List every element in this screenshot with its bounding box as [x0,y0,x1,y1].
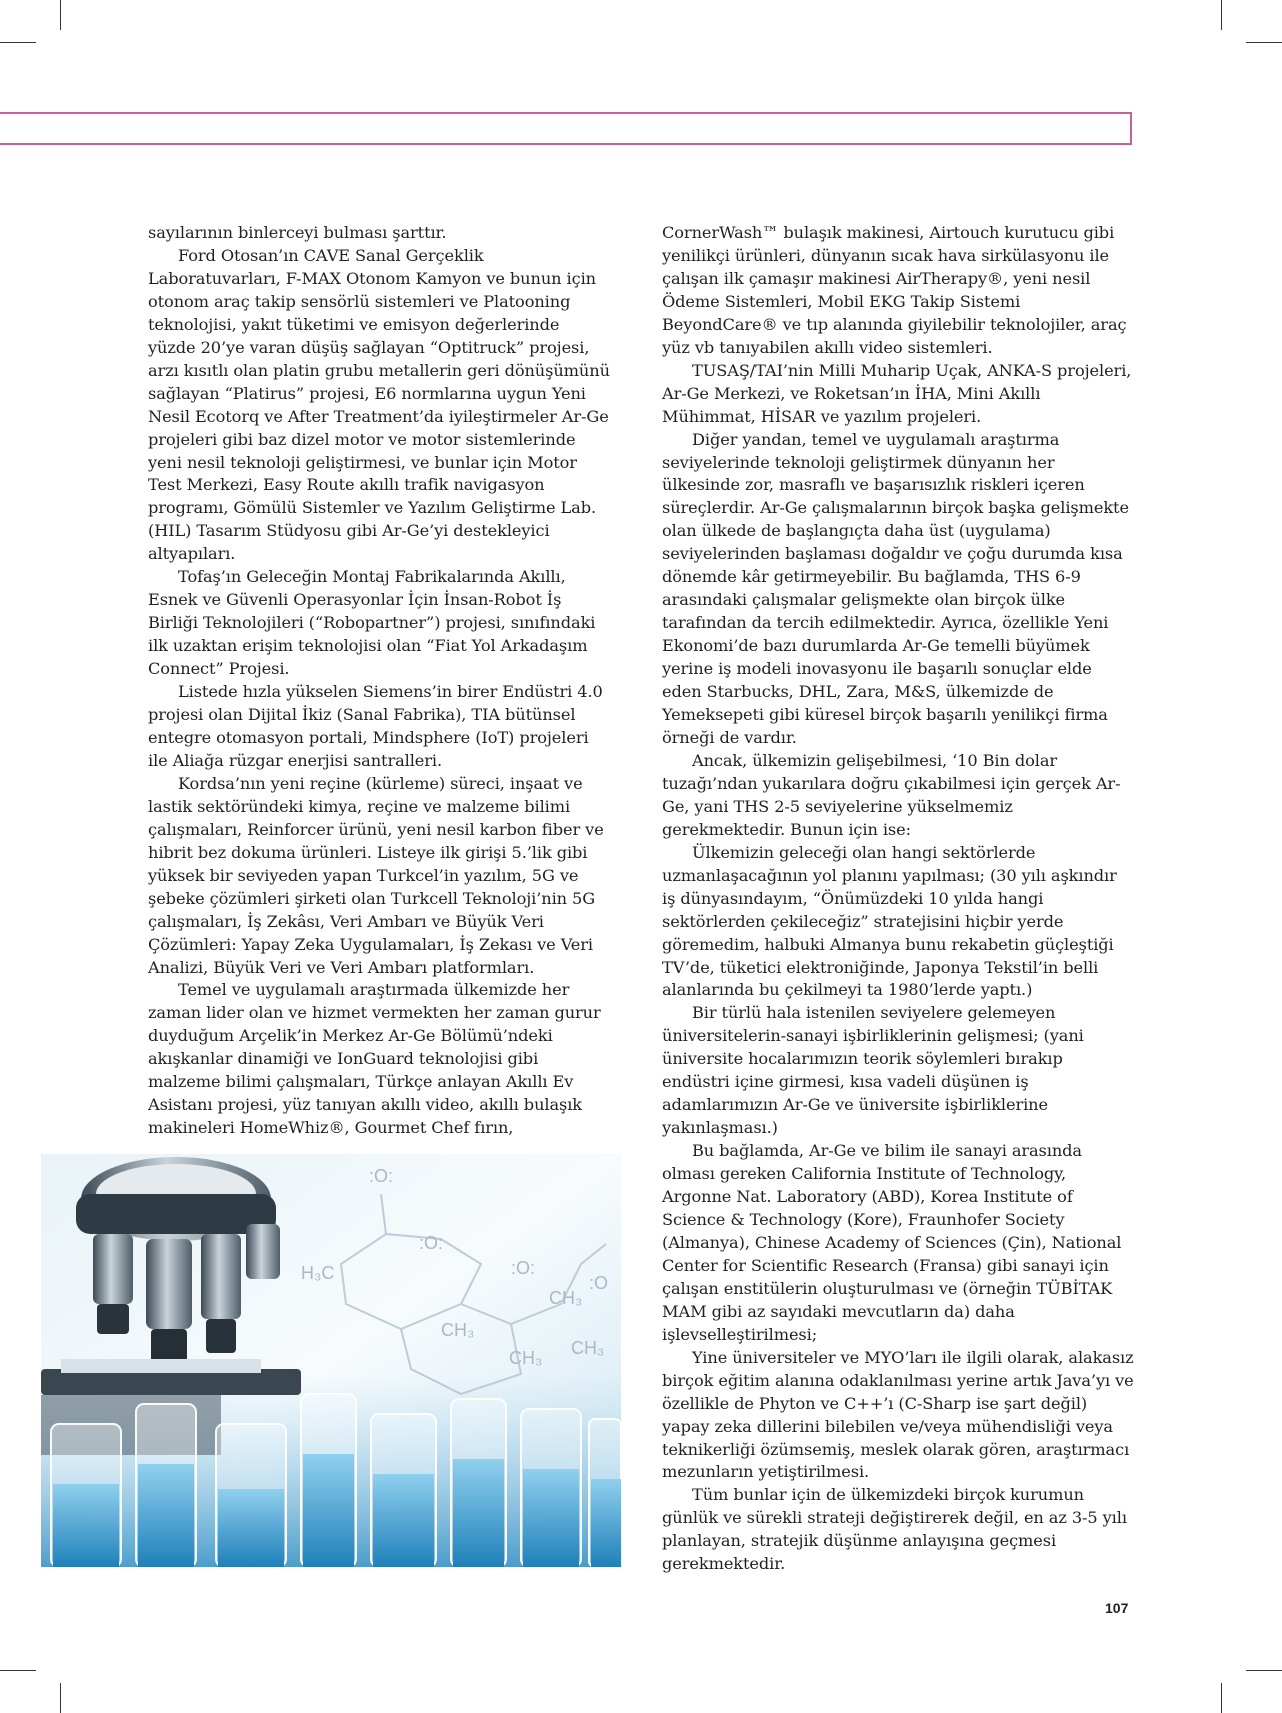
paragraph: sayılarının binlerceyi bulması şarttır. [148,223,447,242]
chem-label: CH₃ [549,1288,583,1308]
test-tubes [51,1394,621,1567]
crop-mark [1221,0,1222,30]
paragraph: Bu bağlamda, Ar-Ge ve bilim ile sanayi arasında olması gereken California Institute of Technology, Argonne Nat. Laboratory (ABD), Korea Institute of Science & Technology (Kore), Fraunhofer Society (Almanya), Chinese Academy of Sciences (Çin), National Center for Scientific Research (Fransa) gibi sanayi için çalışan enstitülerin oluşturulması ve (örneğin TÜBİTAK MAM gibi az sayıdaki mevcutların da) daha işlevselleştirilmesi; [662,1141,1122,1344]
paragraph: Yine üniversiteler ve MYO’ları ile ilgili olarak, alakasız birçok eğitim alanına odaklanılması yerine artık Java’yı ve özellikle de Phyton ve C++’ı (C-Sharp ise şart değil) yapay zeka dillerini bilebilen ve/veya mühendisliği veya teknikerliği özümsemiş, meslek olarak gören, araştırmacı mezunların yetiştirilmesi. [662,1347,1134,1482]
chem-label: :O [589,1273,609,1293]
paragraph: Tofaş’ın Geleceğin Montaj Fabrikalarında Akıllı, Esnek ve Güvenli Operasyonlar İçin İnsan-Robot İş Birliği Teknolojileri (“Robopartner”) projesi, sınıfındaki ilk uzaktan erişim teknolojisi olan “Fiat Yol Arkadaşım Connect” Projesi. [148,567,596,679]
chem-label: CH₃ [441,1320,475,1340]
paragraph: TUSAŞ/TAI’nin Milli Muharip Uçak, ANKA-S projeleri, Ar-Ge Merkezi, ve Roketsan’ın İHA, Mini Akıllı Mühimmat, HİSAR ve yazılım projeleri. [662,360,1132,426]
crop-mark [1221,1683,1222,1713]
paragraph: Ancak, ülkemizin gelişebilmesi, ‘10 Bin dolar tuzağı’ndan yukarılara doğru çıkabilmesi için gerçek Ar-Ge, yani THS 2-5 seviyelerine yükselmemiz gerekmektedir. Bunun için ise: [662,750,1121,839]
crop-mark [60,0,61,30]
crop-mark [1246,1670,1282,1671]
microscope-test-tubes-illustration [41,1154,621,1567]
chem-label: CH₃ [571,1338,605,1358]
paragraph: Ülkemizin geleceği olan hangi sektörlerde uzmanlaşacağının yol planını yapılması; (30 yılı aşkındır iş dünyasındayım, “Önümüzdeki 10 yılda hangi sektörlerden çekileceğiz” stratejisini hiçbir yerde göremedim, halbuki Almanya bunu rekabetin güçleştiği TV’de, tüketici elektroniğinde, Japonya Tekstil’in belli alanlarında bu çekilmeyi ta 1980’lerde yaptı.) [662,842,1117,1000]
chem-label: CH₃ [509,1348,543,1368]
text-column-right [662,222,1135,1576]
crop-mark [0,42,36,43]
paragraph: Diğer yandan, temel ve uygulamalı araştırma seviyelerinde teknoloji geliştirmek dünyanın her ülkesinde zor, masraflı ve başarısızlık riskleri içeren süreçlerdir. Ar-Ge çalışmalarının birçok başka gelişmekte olan ülkede de başlangıçta daha üst (uygulama) seviyelerinden başlaması doğaldır ve çoğu durumda kısa dönemde kâr getirmeyebilir. Bu bağlamda, THS 6-9 arasındaki çalışmalar gelişmekte olan birçok ülke tarafından da tercih edilmektedir. Ayrıca, özellikle Yeni Ekonomi’de bazı durumlarda Ar-Ge temelli büyümek yerine iş modeli inovasyonu ile başarılı sonuçlar elde eden Starbucks, DHL, Zara, M&S, ülkemizde de Yemeksepeti gibi küresel birçok başarılı yenilikçi firma örneği de vardır. [662,429,1129,747]
paragraph: Listede hızla yükselen Siemens’in birer Endüstri 4.0 projesi olan Dijital İkiz (Sanal Fabrika), TIA bütünsel entegre otomasyon portali, Mindsphere (IoT) projeleri ile Aliağa rüzgar enerjisi santralleri. [148,682,603,770]
paragraph: Ford Otosan’ın CAVE Sanal Gerçeklik Laboratuvarları, F-MAX Otonom Kamyon ve bunun için otonom araç takip sensörlü sistemleri ve Platooning teknolojisi, yakıt tüketimi ve emisyon değerlerinde yüzde 20’ye varan düşüş sağlayan “Optitruck” projesi, arzı kısıtlı olan platin grubu metallerin geri dönüşümünü sağlayan “Platirus” projesi, E6 normlarına uygun Yeni Nesil Ecotorq ve After Treatment’da iyileştirmeler Ar-Ge projeleri gibi baz dizel motor ve motor sistemlerinde yeni nesil teknoloji geliştirmesi, ve bunlar için Motor Test Merkezi, Easy Route akıllı trafik navigasyon programı, Gömülü Sistemler ve Yazılım Geliştirme Lab. (HIL) Tasarım Stüdyosu gibi Ar-Ge’yi destekleyici altyapıları. [148,245,610,564]
crop-mark [0,1670,36,1671]
paragraph: Tüm bunlar için de ülkemizdeki birçok kurumun günlük ve sürekli strateji değiştirerek değil, en az 3-5 yılı planlayan, stratejik düşünme anlayışına geçmesi gerekmektedir. [662,1485,1127,1574]
paragraph: Temel ve uygulamalı araştırmada ülkemizde her zaman lider olan ve hizmet vermekten her zaman gurur duyduğum Arçelik’in Merkez Ar-Ge Bölümü’ndeki akışkanlar dinamiği ve IonGuard teknolojisi gibi malzeme bilimi çalışmaları, Türkçe anlayan Akıllı Ev Asistanı projesi, yüz tanıyan akıllı video, akıllı bulaşık makineleri HomeWhiz®, Gourmet Chef fırın, [148,980,601,1138]
lab-photo [41,1154,621,1567]
paragraph: CornerWash™ bulaşık makinesi, Airtouch kurutucu gibi yenilikçi ürünleri, dünyanın sıcak hava sirkülasyonu ile çalışan ilk çamaşır makinesi AirTherapy®, yeni nesil Ödeme Sistemleri, Mobil EKG Takip Sistemi BeyondCare® ve tıp alanında giyilebilir teknolojiler, araç yüz vb tanıyabilen akıllı video sistemleri. [662,223,1127,357]
crop-mark [60,1683,61,1713]
text-column-left [148,222,610,1140]
chem-label: :O: [369,1166,394,1186]
page-number: 107 [1105,1600,1129,1616]
chem-label: :O: [419,1233,444,1253]
paragraph: Bir türlü hala istenilen seviyelere gelemeyen üniversitelerin-sanayi işbirliklerinin gelişmesi; (yani üniversite hocalarımızın teorik söylemleri bırakıp endüstri içine girmesi, kısa vadeli düşünen iş adamlarımızın Ar-Ge ve üniversite işbirliklerine yakınlaşması.) [662,1003,1084,1138]
crop-mark [1246,42,1282,43]
header-rule [0,112,1132,145]
chem-label: :O: [511,1258,536,1278]
paragraph: Kordsa’nın yeni reçine (kürleme) süreci, inşaat ve lastik sektöründeki kimya, reçine ve malzeme bilimi çalışmaları, Reinforcer ürünü, yeni nesil karbon fiber ve hibrit bez dokuma ürünleri. Listeye ilk girişi 5.’lik gibi yüksek bir seviyeden yapan Turkcel’in yazılım, 5G ve şebeke çözümleri şirketi olan Turkcell Teknoloji’nin 5G çalışmaları, İş Zekâsı, Veri Ambarı ve Büyük Veri Çözümleri: Yapay Zeka Uygulamaları, İş Zekası ve Veri Analizi, Büyük Veri ve Veri Ambarı platformları. [148,773,604,977]
chem-label: H₃C [301,1263,335,1283]
